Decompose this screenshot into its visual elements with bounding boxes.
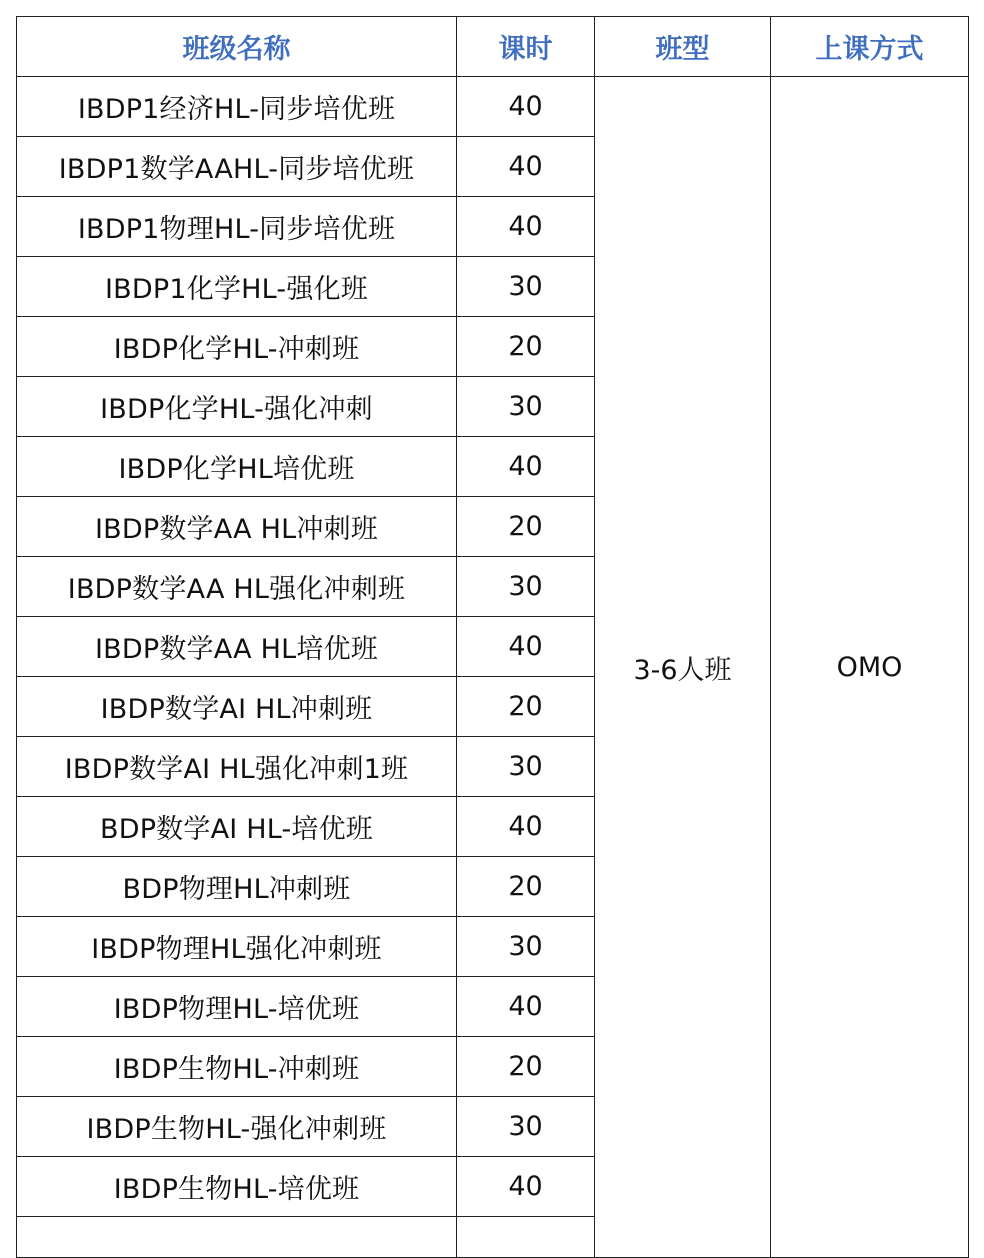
class-name-cell-empty — [17, 1217, 457, 1258]
hours-cell: 30 — [457, 557, 595, 617]
hours-cell: 30 — [457, 917, 595, 977]
class-name-cell: IBDP数学AA HL冲刺班 — [17, 497, 457, 557]
hours-cell: 40 — [457, 977, 595, 1037]
class-name-cell: IBDP1经济HL-同步培优班 — [17, 77, 457, 137]
class-name-cell: IBDP数学AA HL强化冲刺班 — [17, 557, 457, 617]
class-name-cell: BDP数学AI HL-培优班 — [17, 797, 457, 857]
class-name-cell: IBDP生物HL-冲刺班 — [17, 1037, 457, 1097]
course-table — [16, 16, 969, 1258]
hours-cell: 20 — [457, 317, 595, 377]
header-class-name: 班级名称 — [17, 17, 457, 77]
table-row — [17, 77, 969, 137]
class-name-cell: IBDP化学HL培优班 — [17, 437, 457, 497]
hours-cell: 30 — [457, 257, 595, 317]
class-name-cell: IBDP物理HL-培优班 — [17, 977, 457, 1037]
hours-cell: 40 — [457, 1157, 595, 1217]
hours-cell: 20 — [457, 677, 595, 737]
hours-cell: 30 — [457, 377, 595, 437]
hours-cell: 30 — [457, 1097, 595, 1157]
teaching-mode-cell: OMO — [771, 77, 969, 1258]
hours-cell: 20 — [457, 1037, 595, 1097]
class-name-cell: IBDP1物理HL-同步培优班 — [17, 197, 457, 257]
class-name-cell: IBDP数学AI HL强化冲刺1班 — [17, 737, 457, 797]
class-name-cell: IBDP化学HL-强化冲刺 — [17, 377, 457, 437]
hours-cell: 40 — [457, 197, 595, 257]
header-class-type: 班型 — [595, 17, 771, 77]
class-name-cell: IBDP数学AA HL培优班 — [17, 617, 457, 677]
hours-cell: 40 — [457, 137, 595, 197]
hours-cell: 20 — [457, 857, 595, 917]
hours-cell: 40 — [457, 437, 595, 497]
hours-cell: 40 — [457, 617, 595, 677]
class-type-cell: 3-6人班 — [595, 77, 771, 1258]
table-body — [17, 77, 969, 1258]
hours-cell: 20 — [457, 497, 595, 557]
class-name-cell: BDP物理HL冲刺班 — [17, 857, 457, 917]
class-name-cell: IBDP1数学AAHL-同步培优班 — [17, 137, 457, 197]
hours-cell: 40 — [457, 77, 595, 137]
header-teaching-mode: 上课方式 — [771, 17, 969, 77]
class-name-cell: IBDP生物HL-培优班 — [17, 1157, 457, 1217]
header-hours: 课时 — [457, 17, 595, 77]
header-row — [17, 17, 969, 77]
class-name-cell: IBDP化学HL-冲刺班 — [17, 317, 457, 377]
class-name-cell: IBDP1化学HL-强化班 — [17, 257, 457, 317]
hours-cell: 40 — [457, 797, 595, 857]
hours-cell-empty — [457, 1217, 595, 1258]
class-name-cell: IBDP生物HL-强化冲刺班 — [17, 1097, 457, 1157]
class-name-cell: IBDP数学AI HL冲刺班 — [17, 677, 457, 737]
hours-cell: 30 — [457, 737, 595, 797]
class-name-cell: IBDP物理HL强化冲刺班 — [17, 917, 457, 977]
